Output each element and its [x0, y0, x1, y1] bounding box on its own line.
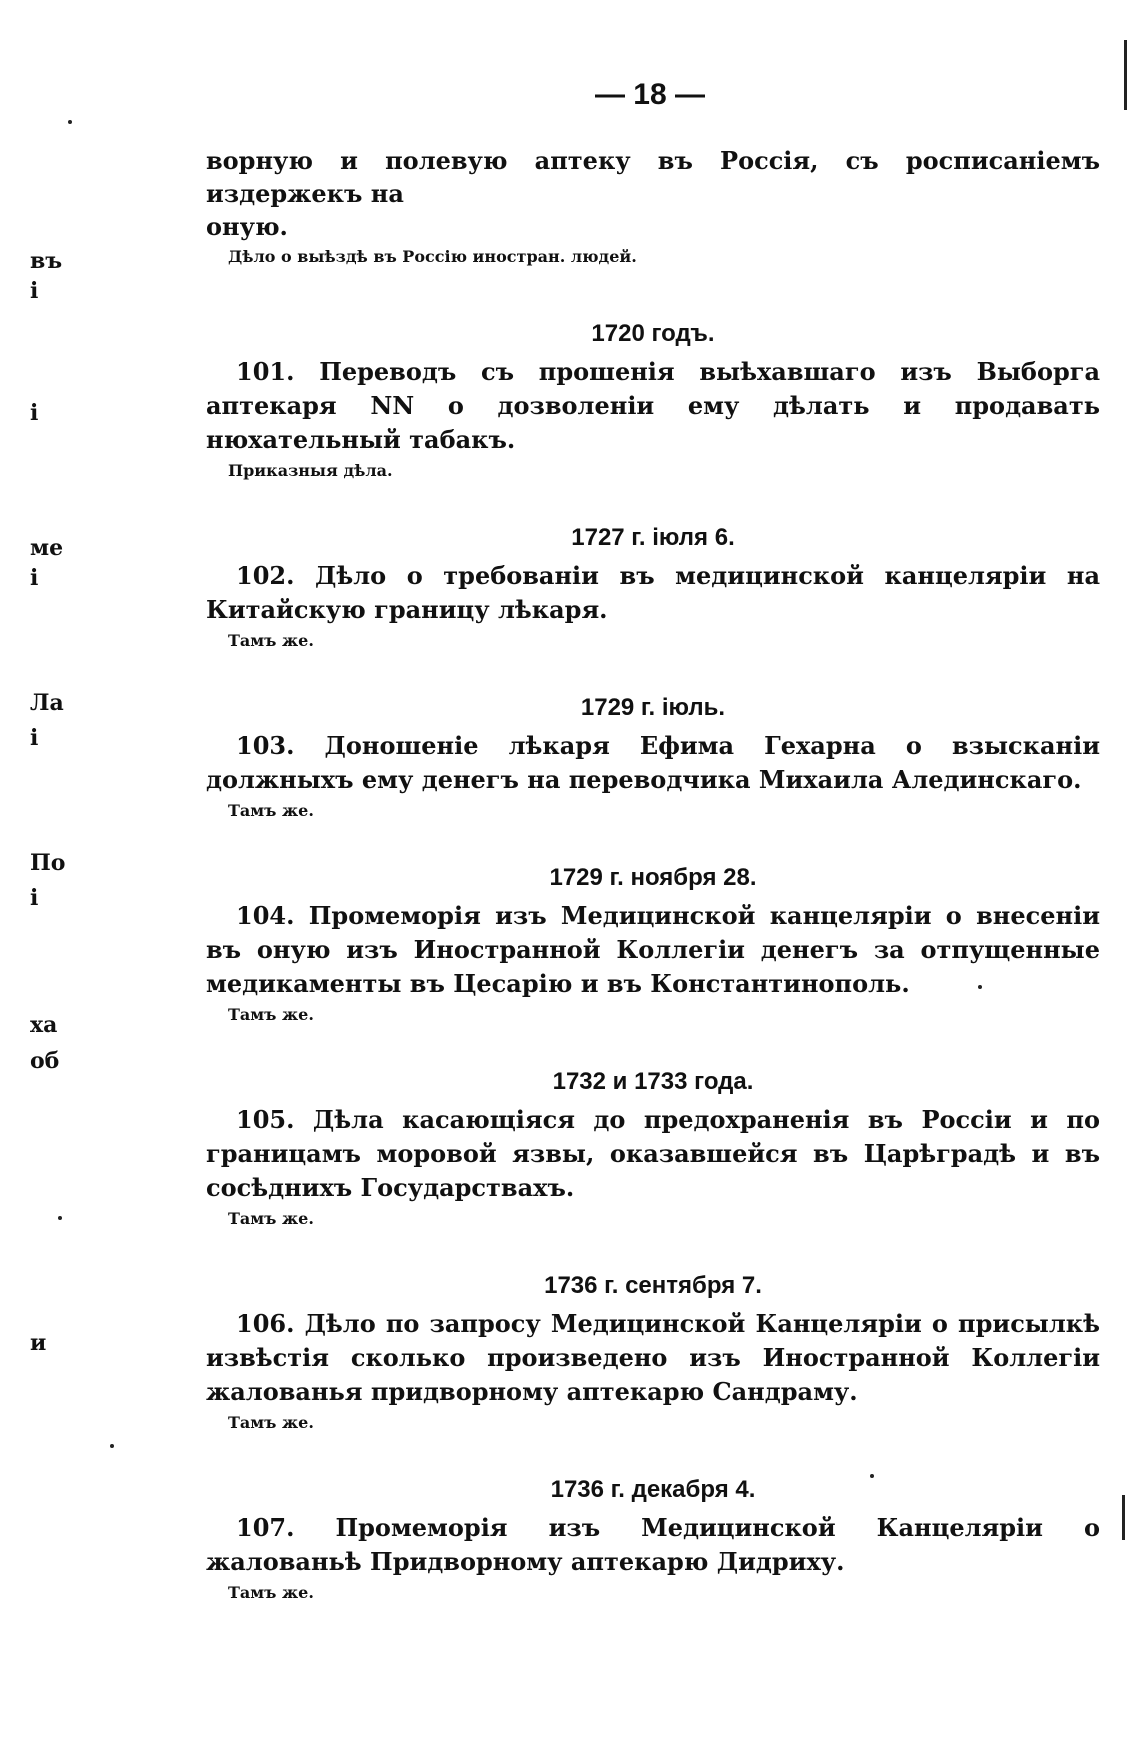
page-edge-mark — [1122, 1495, 1125, 1540]
entry-text: 105. Дѣла касающіяся до предохраненія въ Россіи и по границамъ моровой язвы, оказавшейся въ Царѣградѣ и въ сосѣднихъ Государствахъ. — [206, 1105, 1100, 1202]
entry-text: 102. Дѣло о требованіи въ медицинской канцеляріи на Китайскую границу лѣкаря. — [206, 561, 1100, 624]
margin-fragment: ха — [30, 1012, 58, 1038]
margin-fragment: і — [30, 565, 39, 591]
entry-101 — [206, 317, 1100, 481]
margin-fragment: і — [30, 725, 39, 751]
source-note: Тамъ же. — [228, 1583, 314, 1602]
margin-fragment: і — [30, 400, 39, 426]
margin-fragment: и — [30, 1330, 47, 1356]
entry-105 — [206, 1065, 1100, 1229]
margin-fragment: і — [30, 885, 39, 911]
date-heading: 1732 и 1733 года. — [552, 1068, 754, 1095]
entry-103 — [206, 691, 1100, 821]
margin-fragment: і — [30, 278, 39, 304]
entry-text: 104. Промеморія изъ Медицинской канцеляріи о внесеніи въ оную изъ Иностранной Коллегіи денегъ за отпущенные медикаменты въ Цесарію и въ Константинополь. — [206, 901, 1100, 998]
source-note: Приказныя дѣла. — [228, 461, 393, 480]
date-heading: 1727 г. іюля 6. — [571, 524, 735, 551]
entry-107 — [206, 1473, 1100, 1603]
source-note: Тамъ же. — [228, 801, 314, 820]
date-heading: 1736 г. декабря 4. — [550, 1476, 756, 1503]
document-body — [206, 144, 1100, 1603]
page-edge-mark — [1124, 40, 1127, 110]
entry-text: 103. Доношеніе лѣкаря Ефима Гехарна о взысканіи должныхъ ему денегъ на переводчика Михаила Алединскаго. — [206, 731, 1100, 794]
continuation-block — [206, 144, 1100, 267]
continuation-line: ворную и полевую аптеку въ Россія, съ росписаніемъ издержекъ на — [206, 146, 1100, 208]
continuation-line: оную. — [206, 212, 288, 241]
margin-fragment: По — [30, 850, 66, 876]
date-heading: 1729 г. ноября 28. — [549, 864, 757, 891]
date-heading: 1736 г. сентября 7. — [544, 1272, 762, 1299]
entry-106 — [206, 1269, 1100, 1433]
print-speck — [68, 120, 72, 124]
entry-text: 107. Промеморія изъ Медицинской Канцеляріи о жалованьѣ Придворному аптекарю Дидриху. — [206, 1513, 1100, 1576]
entry-102 — [206, 521, 1100, 651]
entry-text: 106. Дѣло по запросу Медицинской Канцеляріи о присылкѣ извѣстія сколько произведено изъ Иностранной Коллегіи жалованья придворному аптекарю Сандраму. — [206, 1309, 1100, 1406]
print-speck — [110, 1444, 114, 1448]
date-heading: 1729 г. іюль. — [580, 694, 726, 721]
source-note: Тамъ же. — [228, 1413, 314, 1432]
source-note: Тамъ же. — [228, 1209, 314, 1228]
left-margin-fragments — [30, 0, 90, 1756]
print-speck — [58, 1216, 62, 1220]
date-heading: 1720 годъ. — [591, 320, 715, 347]
margin-fragment: въ — [30, 248, 63, 274]
source-note: Тамъ же. — [228, 1005, 314, 1024]
entry-text: 101. Переводъ съ прошенія выѣхавшаго изъ Выборга аптекаря NN о дозволеніи ему дѣлать и продавать нюхательный табакъ. — [206, 357, 1100, 454]
margin-fragment: об — [30, 1048, 60, 1074]
margin-fragment: Ла — [30, 690, 64, 716]
source-note: Дѣло о выѣздѣ въ Россію иностран. людей. — [228, 247, 637, 266]
entry-104 — [206, 861, 1100, 1025]
source-note: Тамъ же. — [228, 631, 314, 650]
margin-fragment: ме — [30, 535, 64, 561]
page-number: — 18 — — [594, 78, 706, 111]
